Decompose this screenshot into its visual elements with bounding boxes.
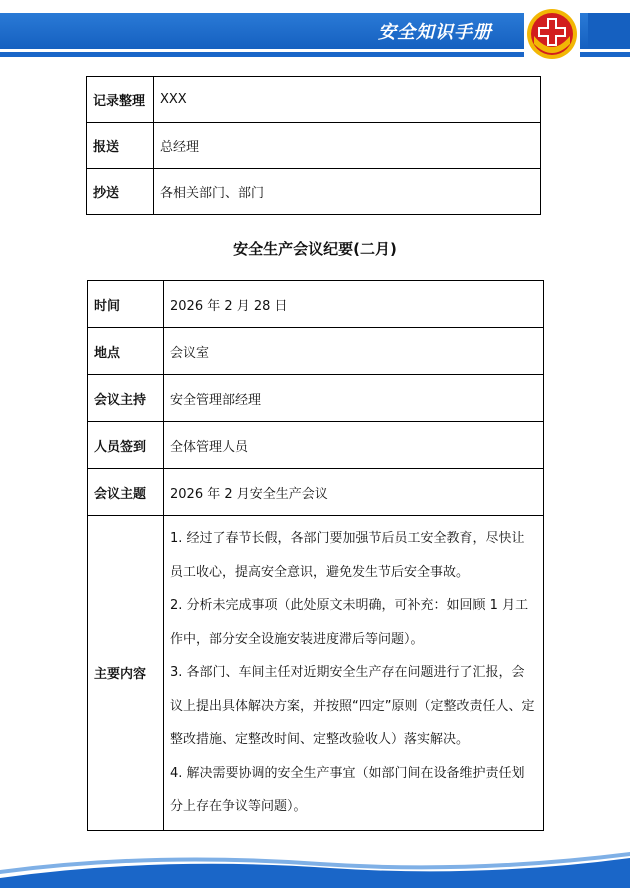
content-item-1: 1. 经过了春节长假，各部门要加强节后员工安全教育，尽快让员工收心，提高安全意识，避免发生节后安全事故。 [170, 531, 525, 580]
cc-value: 各相关部门、部门 [154, 169, 541, 215]
minutes-table [87, 280, 544, 831]
table-row [88, 516, 544, 831]
table-row [87, 169, 541, 215]
table-row [88, 281, 544, 328]
table-row [87, 77, 541, 123]
submit-to-value: 总经理 [154, 123, 541, 169]
footer-wave [0, 848, 630, 888]
main-content-label: 主要内容 [88, 516, 164, 831]
attendance-label: 人员签到 [88, 422, 164, 469]
time-label: 时间 [88, 281, 164, 328]
header-title: 安全知识手册 [378, 22, 492, 43]
safety-cross-emblem-icon [524, 6, 580, 62]
header-bar-tail [588, 13, 630, 49]
table-row [88, 422, 544, 469]
host-value: 安全管理部经理 [164, 375, 544, 422]
topic-value: 2026 年 2 月安全生产会议 [164, 469, 544, 516]
topic-label: 会议主题 [88, 469, 164, 516]
minutes-title: 安全生产会议纪要(二月) [233, 240, 397, 258]
time-value: 2026 年 2 月 28 日 [164, 281, 544, 328]
recorder-label: 记录整理 [87, 77, 154, 123]
table-row [88, 469, 544, 516]
content-item-2: 2. 分析未完成事项（此处原文未明确，可补充：如回顾 1 月工作中，部分安全设施安装进度滞后等问题）。 [170, 598, 529, 647]
attendance-value: 全体管理人员 [164, 422, 544, 469]
location-value: 会议室 [164, 328, 544, 375]
submit-to-label: 报送 [87, 123, 154, 169]
recorder-value: XXX [154, 77, 541, 123]
content-item-3: 3. 各部门、车间主任对近期安全生产存在问题进行了汇报，会议上提出具体解决方案，并按照“四定”原则（定整改责任人、定整改措施、定整改时间、定整改验收人）落实解决。 [170, 665, 535, 747]
table-row [88, 328, 544, 375]
table-row [88, 375, 544, 422]
host-label: 会议主持 [88, 375, 164, 422]
main-content [164, 516, 544, 831]
content-item-4: 4. 解决需要协调的安全生产事宜（如部门间在设备维护责任划分上存在争议等问题）。 [170, 765, 525, 814]
cc-label: 抄送 [87, 169, 154, 215]
location-label: 地点 [88, 328, 164, 375]
table-row [87, 123, 541, 169]
distribution-table [86, 76, 541, 215]
